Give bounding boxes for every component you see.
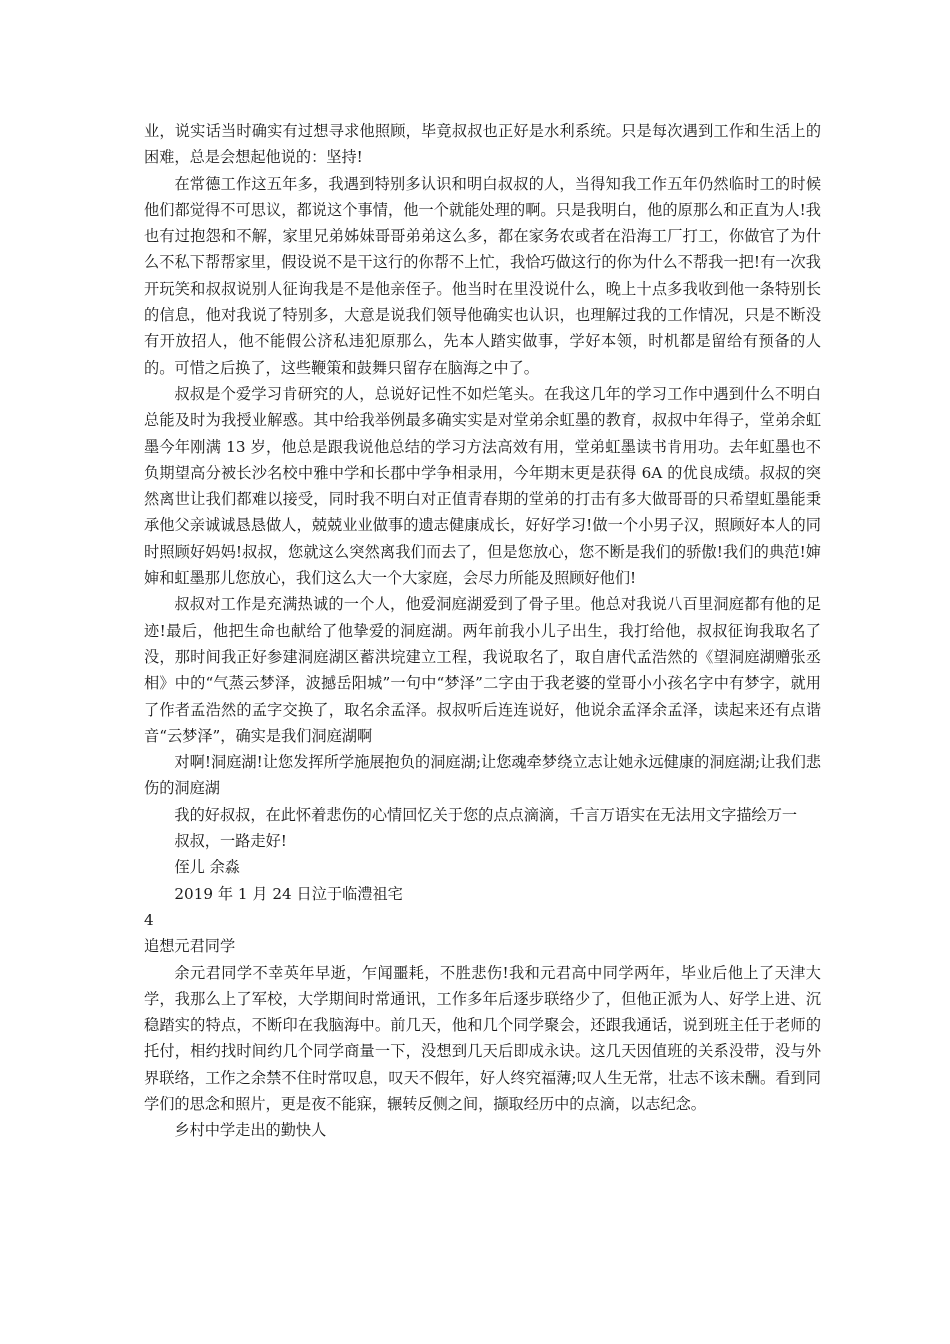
paragraph-6: 我的好叔叔，在此怀着悲伤的心情回忆关于您的点点滴滴，千言万语实在无法用文字描绘万一	[174, 805, 798, 824]
section-title: 追想元君同学	[144, 937, 236, 956]
section-number: 4	[144, 910, 154, 929]
paragraph-4: 叔叔对工作是充满热诚的一个人，他爱洞庭湖爱到了骨子里。他总对我说八百里洞庭都有他的足迹!最后，他把生命也献给了他挚爱的洞庭湖。两年前我小儿子出生，我打给他，叔叔征询我取名了没，那时间我正好参建洞庭湖区蓄洪垸建立工程，我说取名了，取自唐代孟浩然的《望洞庭湖赠张丞相》中的“气蒸云梦泽，波撼岳阳城”一句中“梦泽”二字由于我老婆的堂哥小小孩名字中有梦字，就用了作者孟浩然的孟字交换了，取名余孟泽。叔叔听后连连说好，他说余孟泽余孟泽，读起来还有点谐音“云梦泽”，确实是我们洞庭湖啊	[144, 595, 821, 745]
paragraph-1: 业，说实话当时确实有过想寻求他照顾，毕竟叔叔也正好是水利系统。只是每次遇到工作和生活上的困难，总是会想起他说的：坚持!	[144, 122, 821, 167]
paragraph-3: 叔叔是个爱学习肯研究的人，总说好记性不如烂笔头。在我这几年的学习工作中遇到什么不明白总能及时为我授业解惑。其中给我举例最多确实实是对堂弟余虹墨的教育，叔叔中年得子，堂弟余虹墨今年刚满 13 岁，他总是跟我说他总结的学习方法高效有用，堂弟虹墨读书肯用功。去年虹墨也不负期望高分被长沙名校中雅中学和长郡中学争相录用，今年期末更是获得 6A 的优良成绩。叔叔的突然离世让我们都难以接受，同时我不明白对正值青春期的堂弟的打击有多大做哥哥的只希望虹墨能秉承他父亲诚诚恳恳做人，兢兢业业做事的遗志健康成长，好好学习!做一个小男子汉，照顾好本人的同时照顾好妈妈!叔叔，您就这么突然离我们而去了，但是您放心，您不断是我们的骄傲!我们的典范!婶婶和虹墨那儿您放心，我们这么大一个大家庭，会尽力所能及照顾好他们!	[144, 384, 821, 588]
date-line: 2019 年 1 月 24 日泣于临澧祖宅	[174, 884, 403, 903]
paragraph-7: 余元君同学不幸英年早逝，乍闻噩耗，不胜悲伤!我和元君高中同学两年，毕业后他上了天津大学，我那么上了军校，大学期间时常通讯，工作多年后逐步联络少了，但他正派为人、好学上进、沉稳踏实的特点，不断印在我脑海中。前几天，他和几个同学聚会，还跟我通话，说到班主任于老师的托付，相约找时间约几个同学商量一下，没想到几天后即成永诀。这几天因值班的关系没带，没与外界联络，工作之余禁不住时常叹息，叹天不假年，好人终究福薄;叹人生无常，壮志不该未酬。看到同学们的思念和照片，更是夜不能寐，辗转反侧之间，撷取经历中的点滴，以志纪念。	[144, 963, 821, 1113]
paragraph-2: 在常德工作这五年多，我遇到特别多认识和明白叔叔的人，当得知我工作五年仍然临时工的时候他们都觉得不可思议，都说这个事情，他一个就能处理的啊。只是我明白，他的原那么和正直为人!我也有过抱怨和不解，家里兄弟姊妹哥哥弟弟这么多，都在家务农或者在沿海工厂打工，你做官了为什么不私下帮帮家里，假设说不是干这行的你帮不上忙，我恰巧做这行的你为什么不帮我一把!有一次我开玩笑和叔叔说别人征询我是不是他亲侄子。他当时在里没说什么，晚上十点多我收到他一条特别长的信息，他对我说了特别多，大意是说我们领导他确实也认识，也理解过我的工作情况，只是不断没有开放招人，他不能假公济私违犯原那么，先本人踏实做事，学好本领，时机都是留给有预备的人的。可惜之后换了，这些鞭策和鼓舞只留存在脑海之中了。	[144, 174, 821, 377]
subheading: 乡村中学走出的勤快人	[174, 1121, 327, 1140]
document-page	[144, 118, 821, 1144]
farewell-line: 叔叔，一路走好!	[174, 832, 287, 851]
signature-line: 侄儿 余淼	[174, 858, 240, 877]
paragraph-5: 对啊!洞庭湖!让您发挥所学施展抱负的洞庭湖;让您魂牵梦绕立志让她永远健康的洞庭湖;让我们悲伤的洞庭湖	[144, 753, 821, 798]
